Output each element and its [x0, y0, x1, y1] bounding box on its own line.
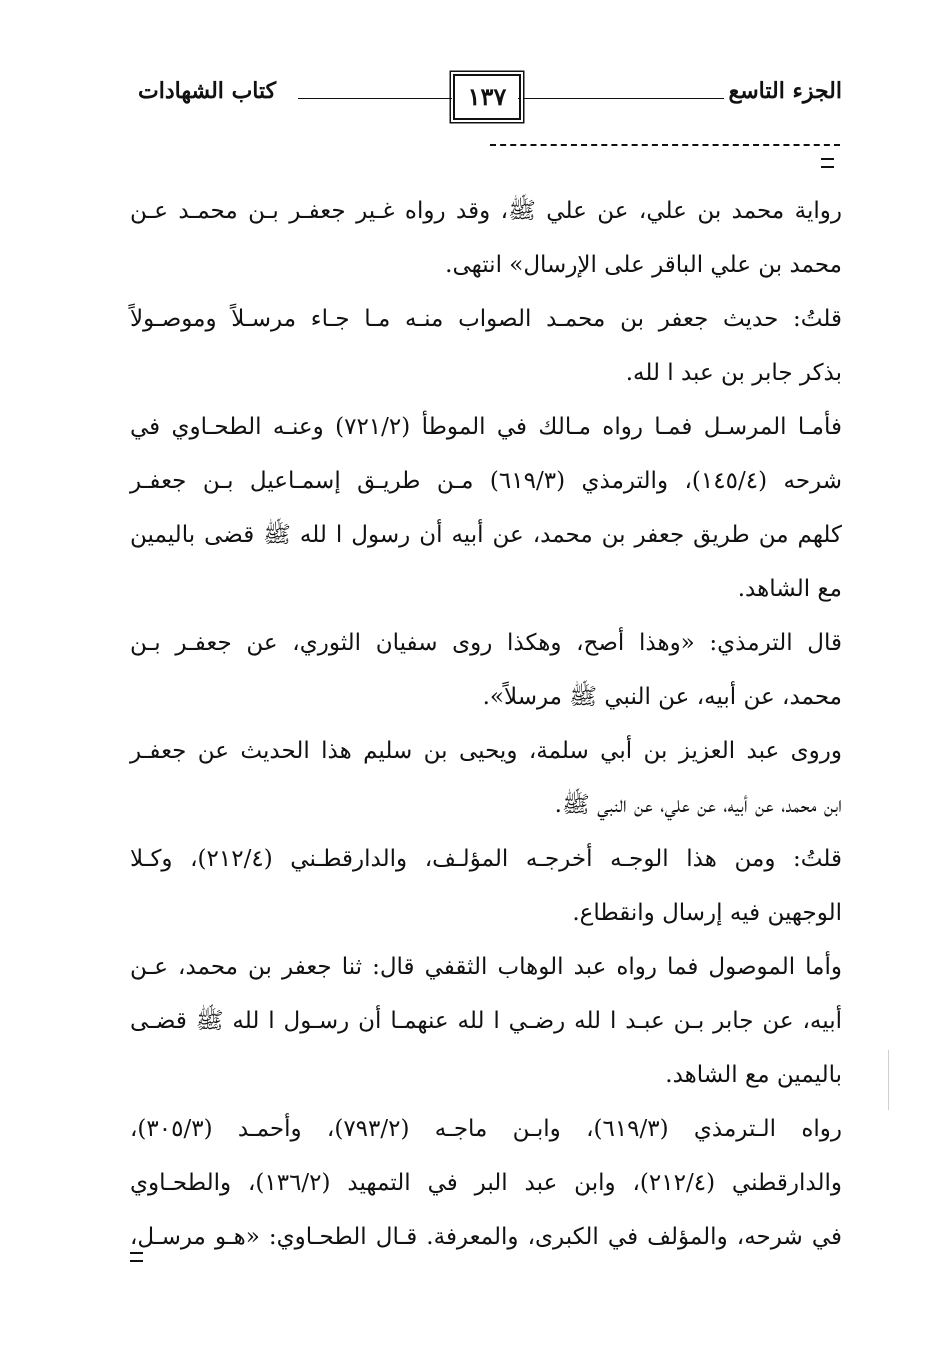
margin-scan-line [888, 1050, 889, 1110]
header-rule-right [518, 98, 724, 99]
text-line: أبيه، عن جابر بـن عبـد ا لله رضـي ا لله عنهمـا أن رسـول ا لله ﷺ قضـى [130, 1008, 842, 1034]
text-line: الوجهين فيه إرسال وانقطاع. [572, 900, 842, 926]
continuation-mark-bottom [130, 1252, 143, 1262]
text-line: محمد بن علي الباقر على الإرسال» انتهى. [445, 252, 842, 278]
text-line: رواية محمد بن علي، عن علي ﷺ، وقد رواه غـير جعفـر بـن محمـد عـن [130, 198, 842, 224]
header-dashed-rule [490, 144, 840, 146]
header-book-title: كتاب الشهادات [138, 78, 277, 104]
body-text [130, 184, 842, 1264]
text-line: رواه الـترمذي (٦١٩/٣)، وابـن ماجـه (٧٩٣/٢)، وأحمـد (٣٠٥/٣)، [130, 1116, 842, 1142]
text-line: والدارقطني (٢١٢/٤)، وابن عبد البر في التمهيد (١٣٦/٢)، والطحـاوي [130, 1170, 842, 1196]
text-line: وأما الموصول فما رواه عبد الوهاب الثقفي قال: ثنا جعفر بن محمد، عـن [130, 954, 842, 980]
text-line: مع الشاهد. [737, 576, 842, 602]
text-line: شرحه (١٤٥/٤)، والترمذي (٦١٩/٣) مـن طريـق إسمـاعيل بـن جعفـر [130, 468, 842, 494]
header-rule-left [298, 98, 452, 99]
text-line: باليمين مع الشاهد. [665, 1062, 842, 1088]
text-line: فأمـا المرسـل فمـا رواه مـالك في الموطأ (٧٢١/٢) وعنـه الطحـاوي في [130, 414, 842, 440]
text-line: في شرحه، والمؤلف في الكبرى، والمعرفة. قـال الطحـاوي: «هـو مرسـل، [130, 1224, 842, 1250]
header-part-title: الجزء التاسع [728, 78, 842, 104]
page-number: ١٣٧ [453, 74, 521, 120]
text-line: وروى عبد العزيز بن أبي سلمة، ويحيى بن سليم هذا الحديث عن جعفـر [130, 738, 842, 764]
text-line: ابن محمد، عن أبيه، عن علي، عن النبي ﷺ. [554, 792, 842, 818]
text-line: محمد، عن أبيه، عن النبي ﷺ مرسلاً». [482, 684, 842, 710]
running-header [130, 74, 842, 124]
text-line: قال الترمذي: «وهذا أصح، وهكذا روى سفيان الثوري، عن جعفـر بـن [130, 630, 842, 656]
text-line: كلهم من طريق جعفر بن محمد، عن أبيه أن رسول ا لله ﷺ قضى باليمين [130, 522, 842, 548]
text-line: بذكر جابر بن عبد ا لله. [625, 360, 842, 386]
text-line: قلتُ: حديث جعفر بن محمـد الصواب منـه مـا جـاء مرسـلاً وموصـولاً [130, 306, 842, 332]
continuation-mark-top [821, 158, 834, 168]
text-line: قلتُ: ومن هذا الوجـه أخرجـه المؤلـف، والدارقطـني (٢١٢/٤)، وكـلا [130, 846, 842, 872]
